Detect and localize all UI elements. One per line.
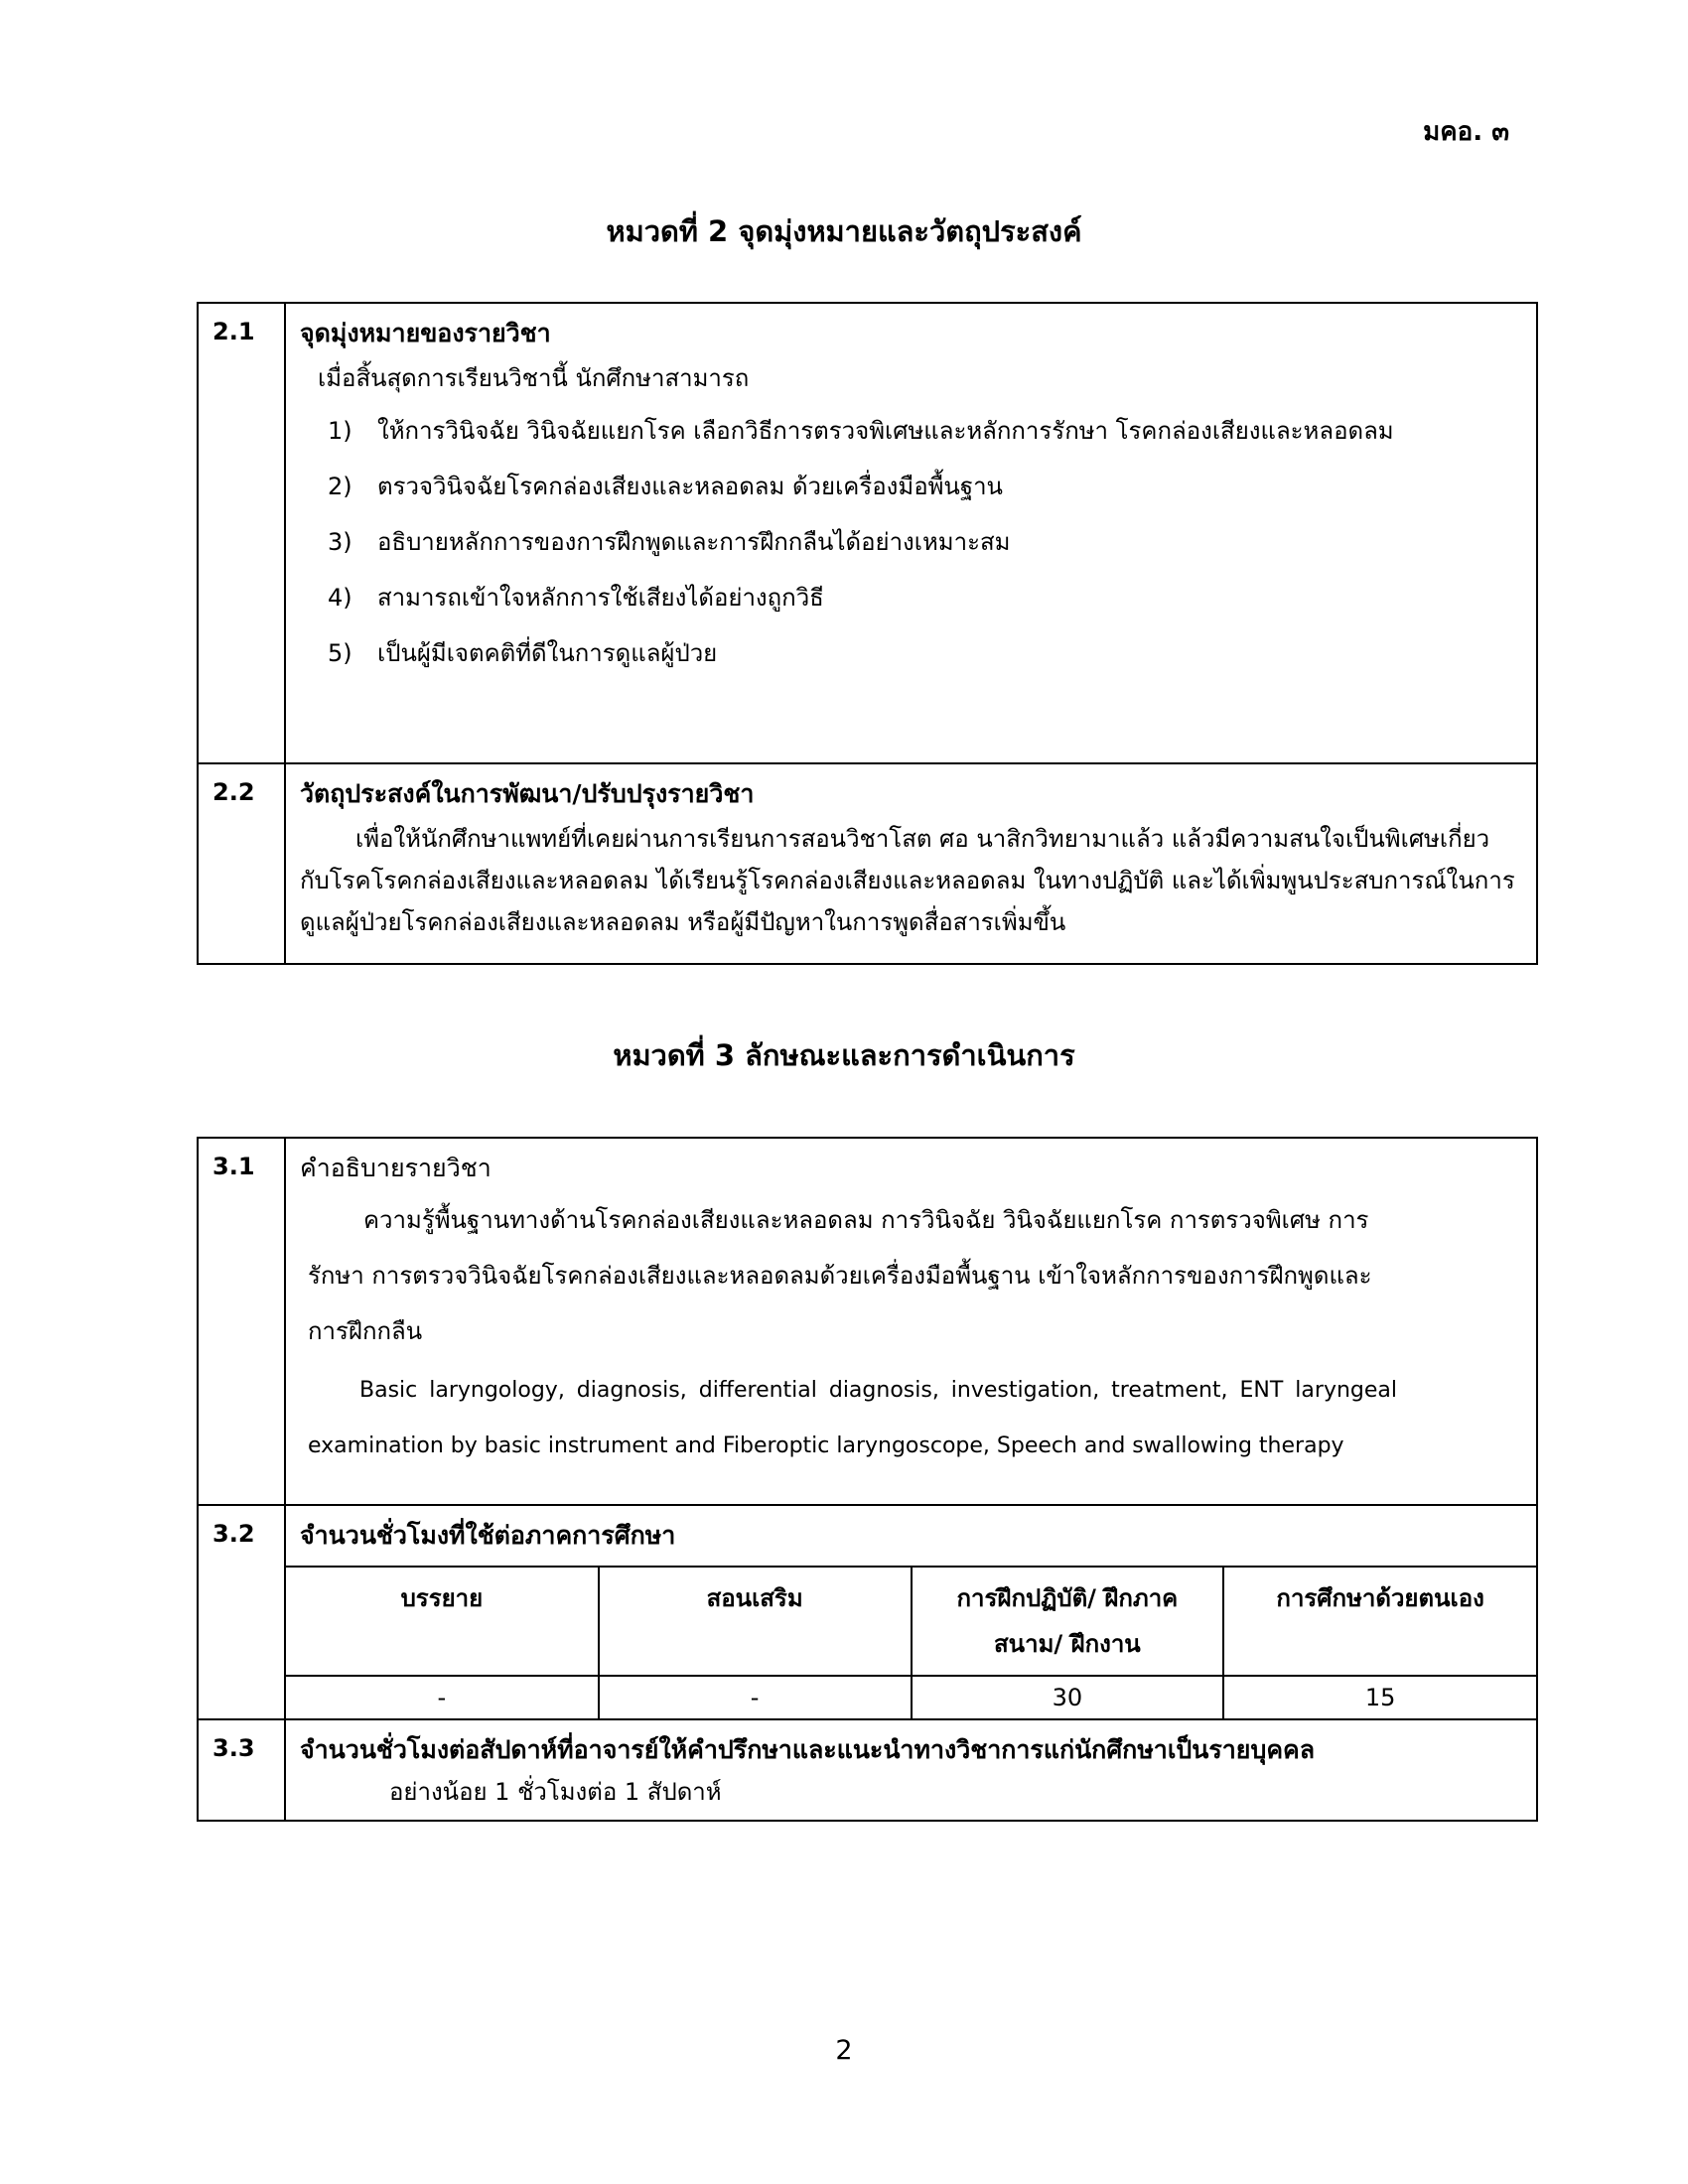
column-header: การฝึกปฏิบัติ/ ฝึกภาคสนาม/ ฝึกงาน bbox=[912, 1567, 1224, 1676]
goals-intro: เมื่อสิ้นสุดการเรียนวิชานี้ นักศึกษาสามารถ bbox=[318, 364, 750, 392]
section-2-heading: หมวดที่ 2 จุดมุ่งหมายและวัตถุประสงค์ bbox=[606, 214, 1082, 248]
item-content bbox=[285, 1138, 1537, 1505]
item-title: จุดมุ่งหมายของรายวิชา bbox=[300, 319, 551, 347]
item-number: 3.3 bbox=[198, 1719, 285, 1821]
column-header: การศึกษาด้วยตนเอง bbox=[1223, 1567, 1536, 1676]
list-item bbox=[328, 459, 1536, 514]
advice-detail: อย่างน้อย 1 ชั่วโมงต่อ 1 สัปดาห์ bbox=[389, 1778, 722, 1806]
item-number: 2.2 bbox=[198, 763, 285, 964]
description-thai: ความรู้พื้นฐานทางด้านโรคกล่องเสียงและหลอดลม การวินิจฉัย วินิจฉัยแยกโรค การตรวจพิเศษ การรักษา การตรวจวินิจฉัยโรคกล่องเสียงและหลอดลมด้วยเครื่องมือพื้นฐาน เข้าใจหลักการของการฝึกพูดและการฝึกกลืน bbox=[308, 1206, 1372, 1345]
section-3-table bbox=[197, 1137, 1538, 1822]
goal-text: ตรวจวินิจฉัยโรคกล่องเสียงและหลอดลม ด้วยเครื่องมือพื้นฐาน bbox=[377, 473, 1003, 500]
row-3-2 bbox=[198, 1505, 1537, 1719]
list-item bbox=[328, 570, 1536, 625]
list-item bbox=[328, 403, 1536, 459]
table-cell: - bbox=[286, 1676, 599, 1718]
item-title: วัตถุประสงค์ในการพัฒนา/ปรับปรุงรายวิชา bbox=[300, 779, 755, 808]
section-3-heading: หมวดที่ 3 ลักษณะและการดำเนินการ bbox=[613, 1038, 1075, 1072]
section-2-table bbox=[197, 302, 1538, 965]
item-title: จำนวนชั่วโมงที่ใช้ต่อภาคการศึกษา bbox=[300, 1521, 676, 1550]
goal-number: 4) bbox=[328, 584, 352, 612]
row-2-2 bbox=[198, 763, 1537, 964]
table-cell: - bbox=[599, 1676, 912, 1718]
item-content bbox=[285, 1505, 1537, 1719]
row-2-1 bbox=[198, 303, 1537, 763]
table-cell: 15 bbox=[1223, 1676, 1536, 1718]
goal-text: อธิบายหลักการของการฝึกพูดและการฝึกกลืนได้อย่างเหมาะสม bbox=[377, 528, 1011, 556]
list-item bbox=[328, 625, 1536, 681]
page-number: 2 bbox=[835, 2035, 853, 2066]
goal-number: 3) bbox=[328, 528, 352, 556]
goal-text: เป็นผู้มีเจตคติที่ดีในการดูแลผู้ป่วย bbox=[377, 639, 718, 667]
item-number: 3.1 bbox=[198, 1138, 285, 1505]
column-header: บรรยาย bbox=[286, 1567, 599, 1676]
item-title: คำอธิบายรายวิชา bbox=[300, 1154, 492, 1182]
goal-number: 1) bbox=[328, 417, 352, 445]
item-content bbox=[285, 763, 1537, 964]
goal-text: สามารถเข้าใจหลักการใช้เสียงได้อย่างถูกวิธี bbox=[377, 584, 824, 612]
goal-text: ให้การวินิจฉัย วินิจฉัยแยกโรค เลือกวิธีการตรวจพิเศษและหลักการรักษา โรคกล่องเสียงและหลอดลม bbox=[377, 417, 1394, 445]
row-3-1 bbox=[198, 1138, 1537, 1505]
list-item bbox=[328, 514, 1536, 570]
item-number: 3.2 bbox=[198, 1505, 285, 1719]
document-code: มคอ. ๓ bbox=[1423, 117, 1509, 147]
item-title: จำนวนชั่วโมงต่อสัปดาห์ที่อาจารย์ให้คำปรึกษาและแนะนำทางวิชาการแก่นักศึกษาเป็นรายบุคคล bbox=[300, 1735, 1316, 1764]
hours-value-row bbox=[286, 1676, 1536, 1718]
column-header: สอนเสริม bbox=[599, 1567, 912, 1676]
goals-list bbox=[286, 403, 1536, 681]
hours-header-row bbox=[286, 1567, 1536, 1676]
item-number: 2.1 bbox=[198, 303, 285, 763]
objective-paragraph: เพื่อให้นักศึกษาแพทย์ที่เคยผ่านการเรียนการสอนวิชาโสต ศอ นาสิกวิทยามาแล้ว แล้วมีความสนใจเป็นพิเศษเกี่ยวกับโรคโรคกล่องเสียงและหลอดลม ได้เรียนรู้โรคกล่องเสียงและหลอดลม ในทางปฏิบัติ และได้เพิ่มพูนประสบการณ์ในการดูแลผู้ป่วยโรคกล่องเสียงและหลอดลม หรือผู้มีปัญหาในการพูดสื่อสารเพิ่มขึ้น bbox=[300, 825, 1515, 936]
row-3-3 bbox=[198, 1719, 1537, 1821]
hours-table bbox=[286, 1566, 1536, 1718]
table-cell: 30 bbox=[912, 1676, 1224, 1718]
item-content bbox=[285, 1719, 1537, 1821]
goal-number: 2) bbox=[328, 473, 352, 500]
goal-number: 5) bbox=[328, 639, 352, 667]
description-english: Basic laryngology, diagnosis, differential diagnosis, investigation, treatment, ENT laryngeal examination by basic instrument and Fiberoptic laryngoscope, Speech and swallowing therapy bbox=[308, 1378, 1397, 1458]
item-content bbox=[285, 303, 1537, 763]
